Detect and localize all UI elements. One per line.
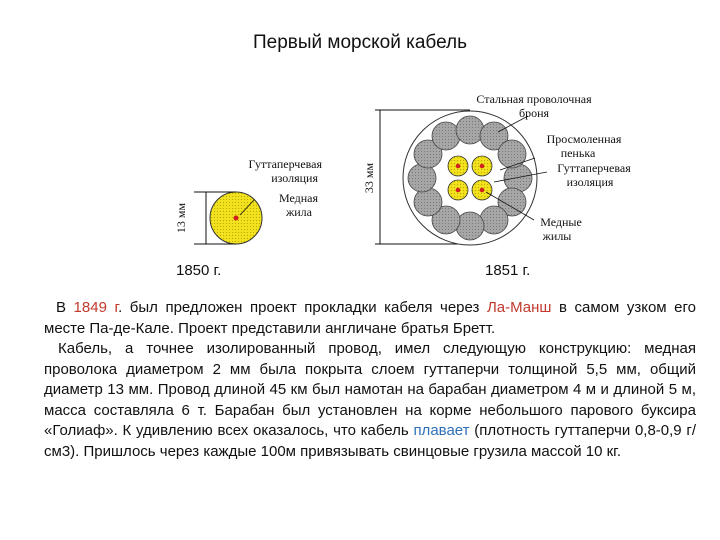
year-label-1851: 1851 г. xyxy=(485,262,531,279)
highlight-year: 1849 г xyxy=(73,299,119,316)
insulation-label-1851: Гуттаперчевая xyxy=(557,161,631,175)
highlight-floats: плавает xyxy=(413,422,470,439)
paragraph-2-text-b: (плотность гуттаперчи 0,8-0,9 г/см3). Пришлось через каждые 100м привязывать свинцовые грузила массой 10 кг. xyxy=(44,422,697,460)
cores-label-1851-line2: жилы xyxy=(542,229,572,243)
highlight-place: Ла-Манш xyxy=(486,299,552,316)
paragraph-2-text-a: Кабель, а точнее изолированный провод, имел следующую конструкцию: медная проволока диаметром 2 мм была покрыта слоем гуттаперчи толщиной 5,5 мм, общий диаметр 13 мм. Провод длиной 45 км был намотан на барабан диаметром 4 м и длиной 5 м, масса составляла 6 т. Барабан был установлен на корме небольшого парового буксира «Голиаф». К удивлению всех оказалось, что кабель xyxy=(44,340,696,439)
page-title: Первый морской кабель xyxy=(252,32,467,53)
paragraph-1-text-b: . был предложен проект прокладки кабеля через xyxy=(118,299,487,316)
hemp-label: Просмоленная xyxy=(546,132,622,146)
paragraph-2 xyxy=(44,339,696,462)
insulation-label-1851-line2: изоляция xyxy=(566,175,614,189)
core-label-1850-line2: жила xyxy=(285,205,312,219)
paragraph-1 xyxy=(44,298,696,339)
paragraph-1-text-a: В xyxy=(56,299,74,316)
armor-label-line2: броня xyxy=(518,106,550,120)
insulation-label-1850-line2: изоляция xyxy=(271,171,318,185)
year-label-1850: 1850 г. xyxy=(176,262,222,279)
core-label-1850: Медная xyxy=(278,191,318,205)
body-text xyxy=(44,298,696,462)
cable-1850-cross-section xyxy=(210,192,262,244)
copper-core-1850 xyxy=(234,216,239,221)
insulation-label-1850: Гуттаперчевая xyxy=(248,157,322,171)
dimension-13mm-label: 13 мм xyxy=(174,202,188,234)
cores-label-1851: Медные xyxy=(540,215,582,229)
dimension-33mm-label: 33 мм xyxy=(362,162,376,194)
paragraph-1-text-c: в самом узком его месте Па-де-Кале. Проект представили англичане братья Бретт. xyxy=(44,299,696,337)
armor-label: Стальная проволочная xyxy=(476,92,592,106)
hemp-label-line2: пенька xyxy=(560,146,596,160)
